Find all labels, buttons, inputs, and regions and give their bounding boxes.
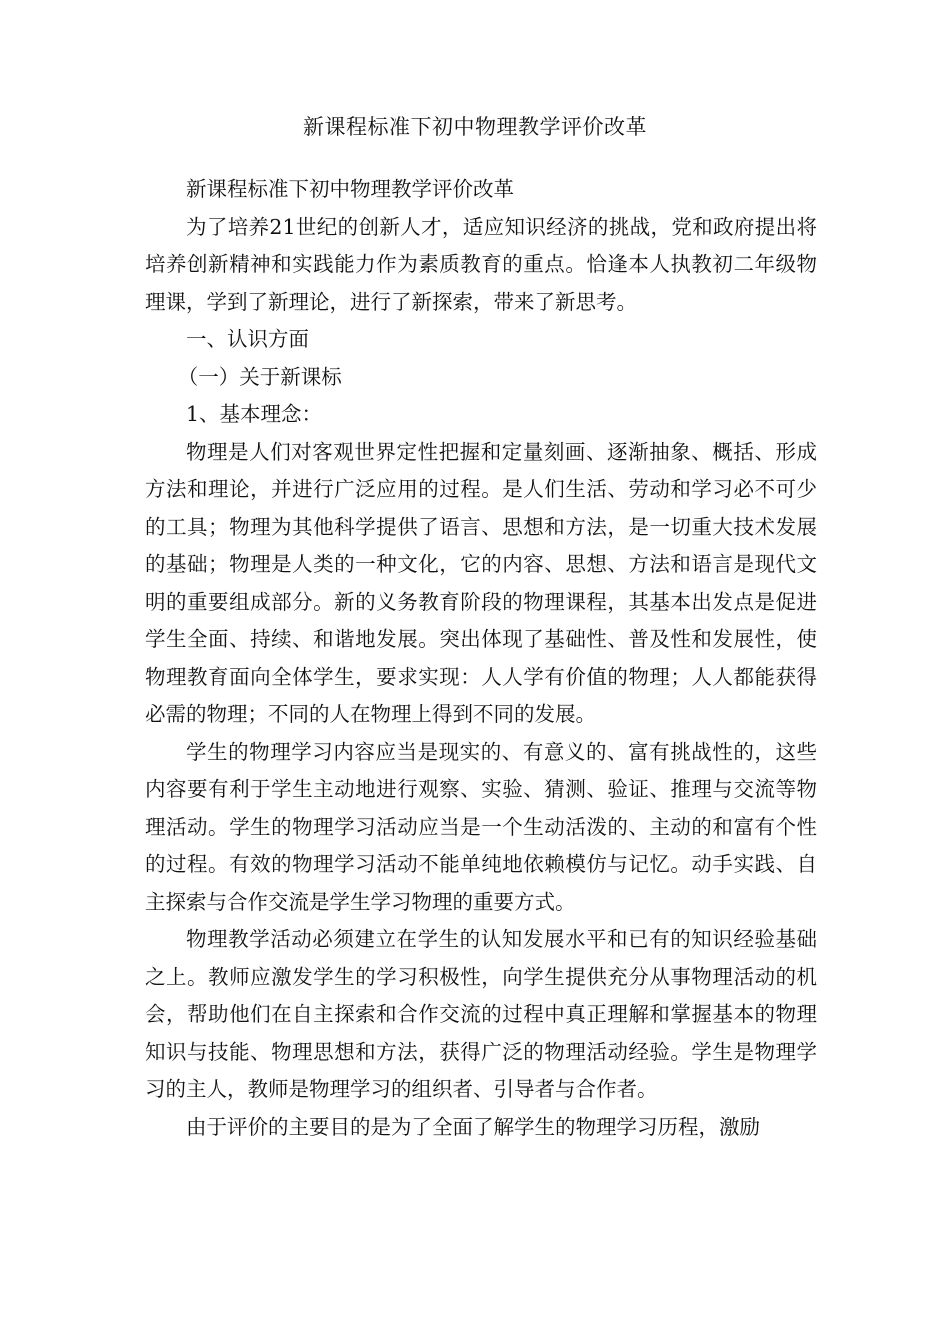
document-body [145, 171, 817, 1146]
paragraph: 物理教学活动必须建立在学生的认知发展水平和已有的知识经验基础之上。教师应激发学生的学习积极性，向学生提供充分从事物理活动的机会，帮助他们在自主探索和合作交流的过程中真正理解和掌握基本的物理知识与技能、物理思想和方法，获得广泛的物理活动经验。学生是物理学习的主人，教师是物理学习的组织者、引导者与合作者。 [145, 927, 817, 1101]
subsection-heading: （一）关于新课标 [177, 364, 342, 389]
section-heading: 一、认识方面 [186, 327, 309, 351]
paragraph: 由于评价的主要目的是为了全面了解学生的物理学习历程，激励 [186, 1114, 760, 1139]
paragraph-subtitle: 新课程标准下初中物理教学评价改革 [186, 177, 514, 201]
paragraph: 学生的物理学习内容应当是现实的、有意义的、富有挑战性的，这些内容要有利于学生主动地进行观察、实验、猜测、验证、推理与交流等物理活动。学生的物理学习活动应当是一个生动活泼的、主动的和富有个性的过程。有效的物理学习活动不能单纯地依赖模仿与记忆。动手实践、自主探索与合作交流是学生学习物理的重要方式。 [145, 739, 817, 914]
paragraph-intro: 为了培养21世纪的创新人才，适应知识经济的挑战，党和政府提出将培养创新精神和实践能力作为素质教育的重点。恰逢本人执教初二年级物理课，学到了新理论，进行了新探索，带来了新思考。 [145, 214, 817, 314]
item-heading: 1、基本理念： [186, 402, 323, 426]
paragraph: 物理是人们对客观世界定性把握和定量刻画、逐渐抽象、概括、形成方法和理论，并进行广泛应用的过程。是人们生活、劳动和学习必不可少的工具；物理为其他科学提供了语言、思想和方法，是一切重大技术发展的基础；物理是人类的一种文化，它的内容、思想、方法和语言是现代文明的重要组成部分。新的义务教育阶段的物理课程，其基本出发点是促进学生全面、持续、和谐地发展。突出体现了基础性、普及性和发展性，使物理教育面向全体学生，要求实现：人人学有价值的物理；人人都能获得必需的物理；不同的人在物理上得到不同的发展。 [145, 439, 817, 726]
document-title: 新课程标准下初中物理教学评价改革 [303, 115, 647, 139]
